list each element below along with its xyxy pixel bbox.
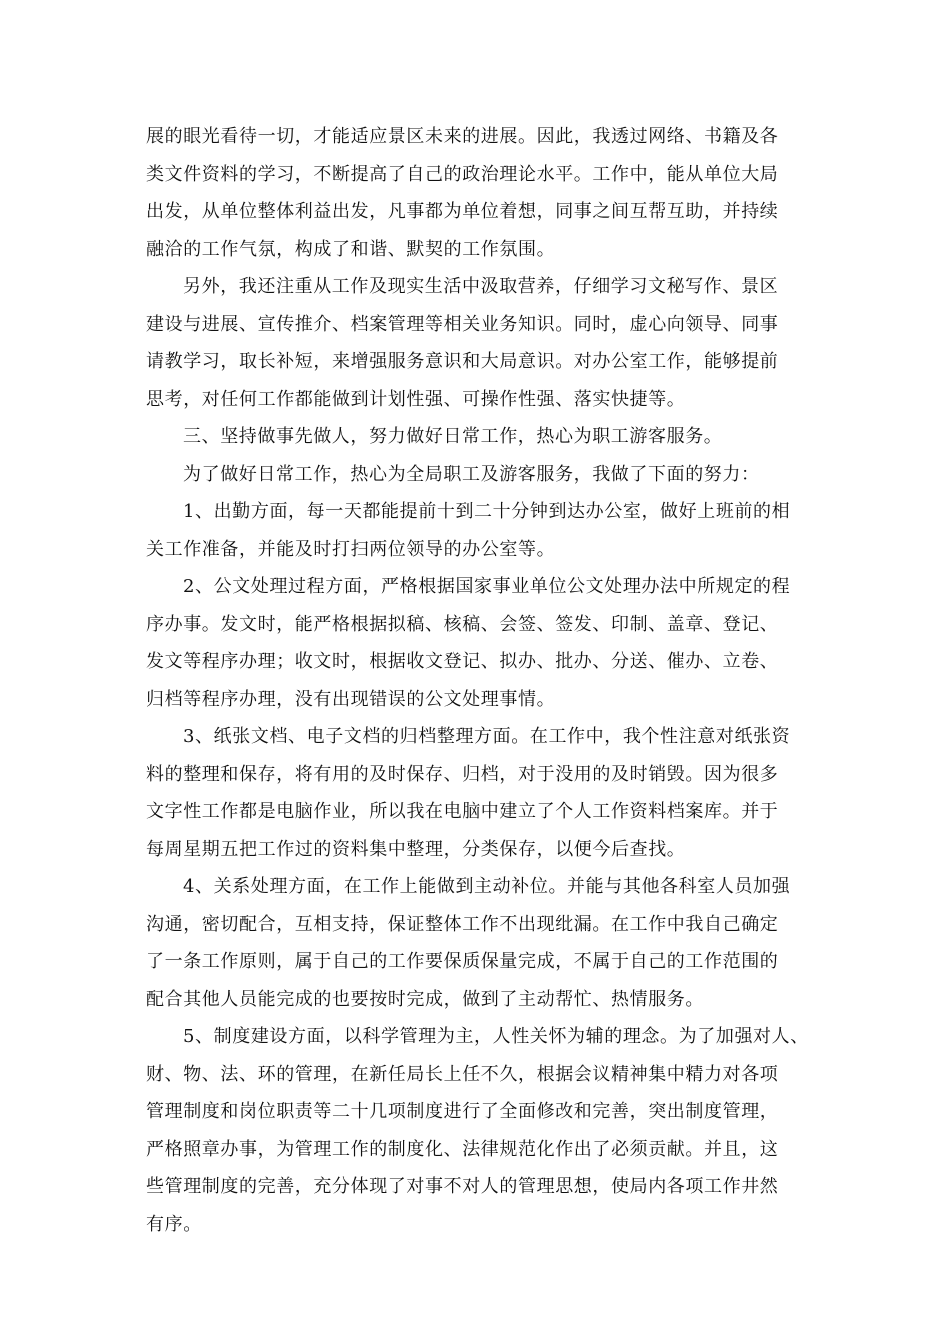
text-line: 些管理制度的完善，充分体现了对事不对人的管理思想，使局内各项工作井然 [146, 1176, 779, 1197]
text-line: 另外，我还注重从工作及现实生活中汲取营养，仔细学习文秘写作、景区 [183, 276, 779, 297]
text-line: 财、物、法、环的管理，在新任局长上任不久，根据会议精神集中精力对各项 [146, 1063, 779, 1085]
text-line: 出发，从单位整体利益出发，凡事都为单位着想，同事之间互帮互助，并持续 [146, 201, 779, 222]
text-line: 1、出勤方面，每一天都能提前十到二十分钟到达办公室，做好上班前的相 [183, 501, 791, 522]
text-line: 5、制度建设方面，以科学管理为主，人性关怀为辅的理念。为了加强对人、 [183, 1026, 809, 1047]
text-line: 文字性工作都是电脑作业，所以我在电脑中建立了个人工作资料档案库。并于 [146, 801, 779, 822]
text-line: 归档等程序办理，没有出现错误的公文处理事情。 [146, 688, 556, 710]
text-line: 管理制度和岗位职责等二十几项制度进行了全面修改和完善，突出制度管理， [146, 1101, 779, 1122]
text-line: 请教学习，取长补短，来增强服务意识和大局意识。对办公室工作，能够提前 [146, 351, 779, 372]
text-line: 建设与进展、宣传推介、档案管理等相关业务知识。同时，虚心向领导、同事 [146, 313, 779, 335]
text-line: 发文等程序办理；收文时，根据收文登记、拟办、批办、分送、催办、立卷、 [146, 651, 779, 672]
text-line: 关工作准备，并能及时打扫两位领导的办公室等。 [146, 538, 556, 560]
text-line: 4、关系处理方面，在工作上能做到主动补位。并能与其他各科室人员加强 [183, 876, 791, 897]
text-line: 序办事。发文时，能严格根据拟稿、核稿、会签、签发、印制、盖章、登记、 [146, 613, 779, 635]
text-line: 每周星期五把工作过的资料集中整理，分类保存，以便今后查找。 [146, 838, 686, 860]
text-line: 为了做好日常工作，热心为全局职工及游客服务，我做了下面的努力： [183, 463, 760, 485]
text-line: 思考，对任何工作都能做到计划性强、可操作性强、落实快捷等。 [146, 388, 686, 410]
text-line: 严格照章办事，为管理工作的制度化、法律规范化作出了必须贡献。并且，这 [146, 1138, 779, 1160]
text-line: 沟通，密切配合，互相支持，保证整体工作不出现纰漏。在工作中我自己确定 [146, 913, 779, 935]
text-line: 有序。 [146, 1213, 202, 1235]
text-line: 料的整理和保存，将有用的及时保存、归档，对于没用的及时销毁。因为很多 [146, 763, 779, 785]
text-line: 3、纸张文档、电子文档的归档整理方面。在工作中，我个性注意对纸张资 [183, 726, 791, 747]
text-line: 类文件资料的学习，不断提高了自己的政治理论水平。工作中，能从单位大局 [146, 163, 779, 185]
text-line: 了一条工作原则，属于自己的工作要保质保量完成，不属于自己的工作范围的 [146, 951, 779, 972]
text-line: 三、坚持做事先做人，努力做好日常工作，热心为职工游客服务。 [183, 426, 723, 447]
document-body [146, 118, 826, 1243]
text-line: 展的眼光看待一切，才能适应景区未来的进展。因此，我透过网络、书籍及各 [146, 126, 779, 147]
text-line: 配合其他人员能完成的也要按时完成，做到了主动帮忙、热情服务。 [146, 988, 704, 1010]
text-line: 融洽的工作气氛，构成了和谐、默契的工作氛围。 [146, 238, 556, 260]
text-line: 2、公文处理过程方面，严格根据国家事业单位公文处理办法中所规定的程 [183, 576, 791, 597]
